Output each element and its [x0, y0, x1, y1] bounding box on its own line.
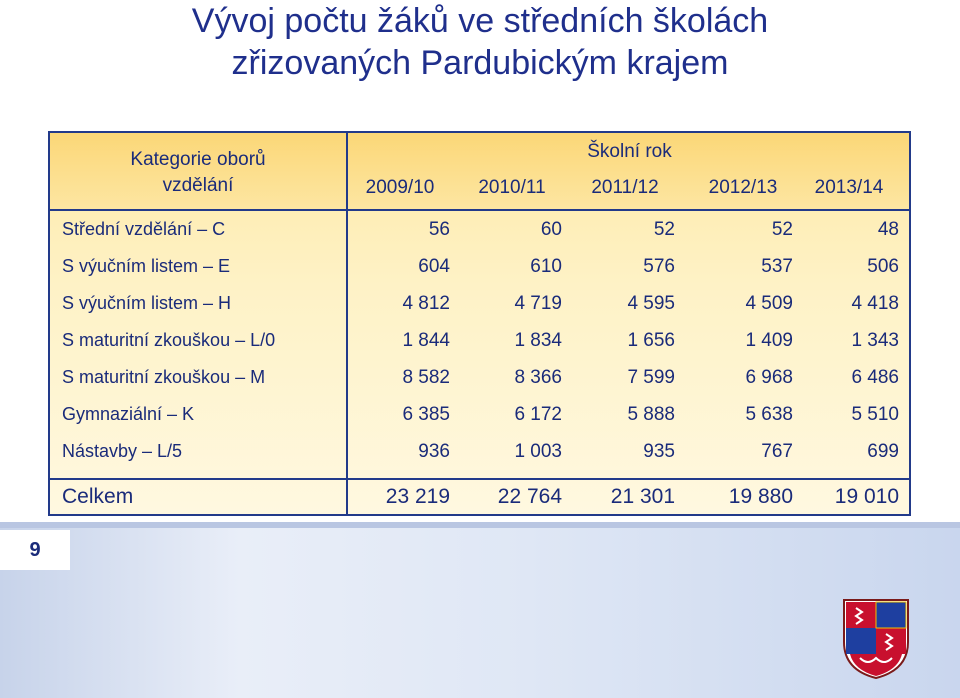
table-cell: 1 409 — [745, 330, 793, 351]
row-label: Nástavby – L/5 — [62, 441, 183, 461]
table-cell: 6 968 — [745, 367, 793, 388]
category-header-line-2: vzdělání — [162, 175, 234, 196]
year-header: 2010/11 — [478, 177, 546, 198]
table-cell: 6 172 — [514, 404, 562, 425]
row-label: S výučním listem – H — [62, 293, 232, 313]
table-cell: 7 599 — [627, 367, 675, 388]
year-header: 2013/14 — [814, 177, 884, 198]
row-label: S maturitní zkouškou – M — [62, 367, 266, 387]
school-year-header: Školní rok — [587, 141, 672, 162]
slide-title — [0, 0, 960, 84]
total-cell: 21 301 — [610, 485, 675, 508]
total-cell: 19 010 — [834, 485, 899, 508]
footer-bar — [0, 522, 960, 698]
table-cell: 48 — [877, 219, 899, 240]
header-divider — [50, 209, 909, 211]
table-cell: 56 — [428, 219, 450, 240]
student-count-table — [48, 131, 911, 516]
table-cell: 4 719 — [514, 293, 562, 314]
table-cell: 8 366 — [514, 367, 562, 388]
page-number: 9 — [0, 530, 70, 570]
table-cell: 8 582 — [402, 367, 450, 388]
table-cell: 936 — [418, 441, 450, 462]
total-divider — [50, 478, 909, 480]
total-label: Celkem — [62, 485, 134, 508]
table-cell: 1 003 — [514, 441, 562, 462]
table-cell: 1 343 — [851, 330, 899, 351]
table-cell: 935 — [643, 441, 675, 462]
total-cell: 22 764 — [497, 485, 562, 508]
footer-stripe — [0, 522, 960, 528]
table-cell: 5 888 — [627, 404, 675, 425]
row-label: Gymnaziální – K — [62, 404, 195, 424]
table-cell: 6 486 — [851, 367, 899, 388]
category-header-line-1: Kategorie oborů — [130, 149, 266, 170]
year-header: 2009/10 — [365, 177, 435, 198]
year-header: 2012/13 — [708, 177, 778, 198]
table-cell: 52 — [771, 219, 793, 240]
row-label: Střední vzdělání – C — [62, 219, 226, 239]
table-cell: 52 — [653, 219, 675, 240]
table-cell: 4 812 — [402, 293, 450, 314]
table-cell: 610 — [530, 256, 562, 277]
pardubice-region-crest-icon — [836, 590, 916, 680]
table-cell: 767 — [761, 441, 793, 462]
total-cell: 23 219 — [385, 485, 450, 508]
table-cell: 699 — [867, 441, 899, 462]
row-label: S výučním listem – E — [62, 256, 231, 276]
table-cell: 60 — [540, 219, 562, 240]
table-cell: 4 418 — [851, 293, 899, 314]
table-cell: 1 844 — [402, 330, 450, 351]
table-cell: 5 510 — [851, 404, 899, 425]
year-header: 2011/12 — [591, 177, 659, 198]
table-cell: 1 834 — [514, 330, 562, 351]
table-cell: 4 509 — [745, 293, 793, 314]
table-cell: 506 — [867, 256, 899, 277]
row-label: S maturitní zkouškou – L/0 — [62, 330, 276, 350]
table-cell: 537 — [761, 256, 793, 277]
table-cell: 1 656 — [627, 330, 675, 351]
table-cell: 5 638 — [745, 404, 793, 425]
table-cell: 4 595 — [627, 293, 675, 314]
title-line-2: zřizovaných Pardubickým krajem — [231, 44, 729, 82]
total-cell: 19 880 — [728, 485, 793, 508]
table-cell: 576 — [643, 256, 675, 277]
table-cell: 604 — [418, 256, 450, 277]
title-line-1: Vývoj počtu žáků ve středních školách — [191, 2, 769, 40]
table-cell: 6 385 — [402, 404, 450, 425]
